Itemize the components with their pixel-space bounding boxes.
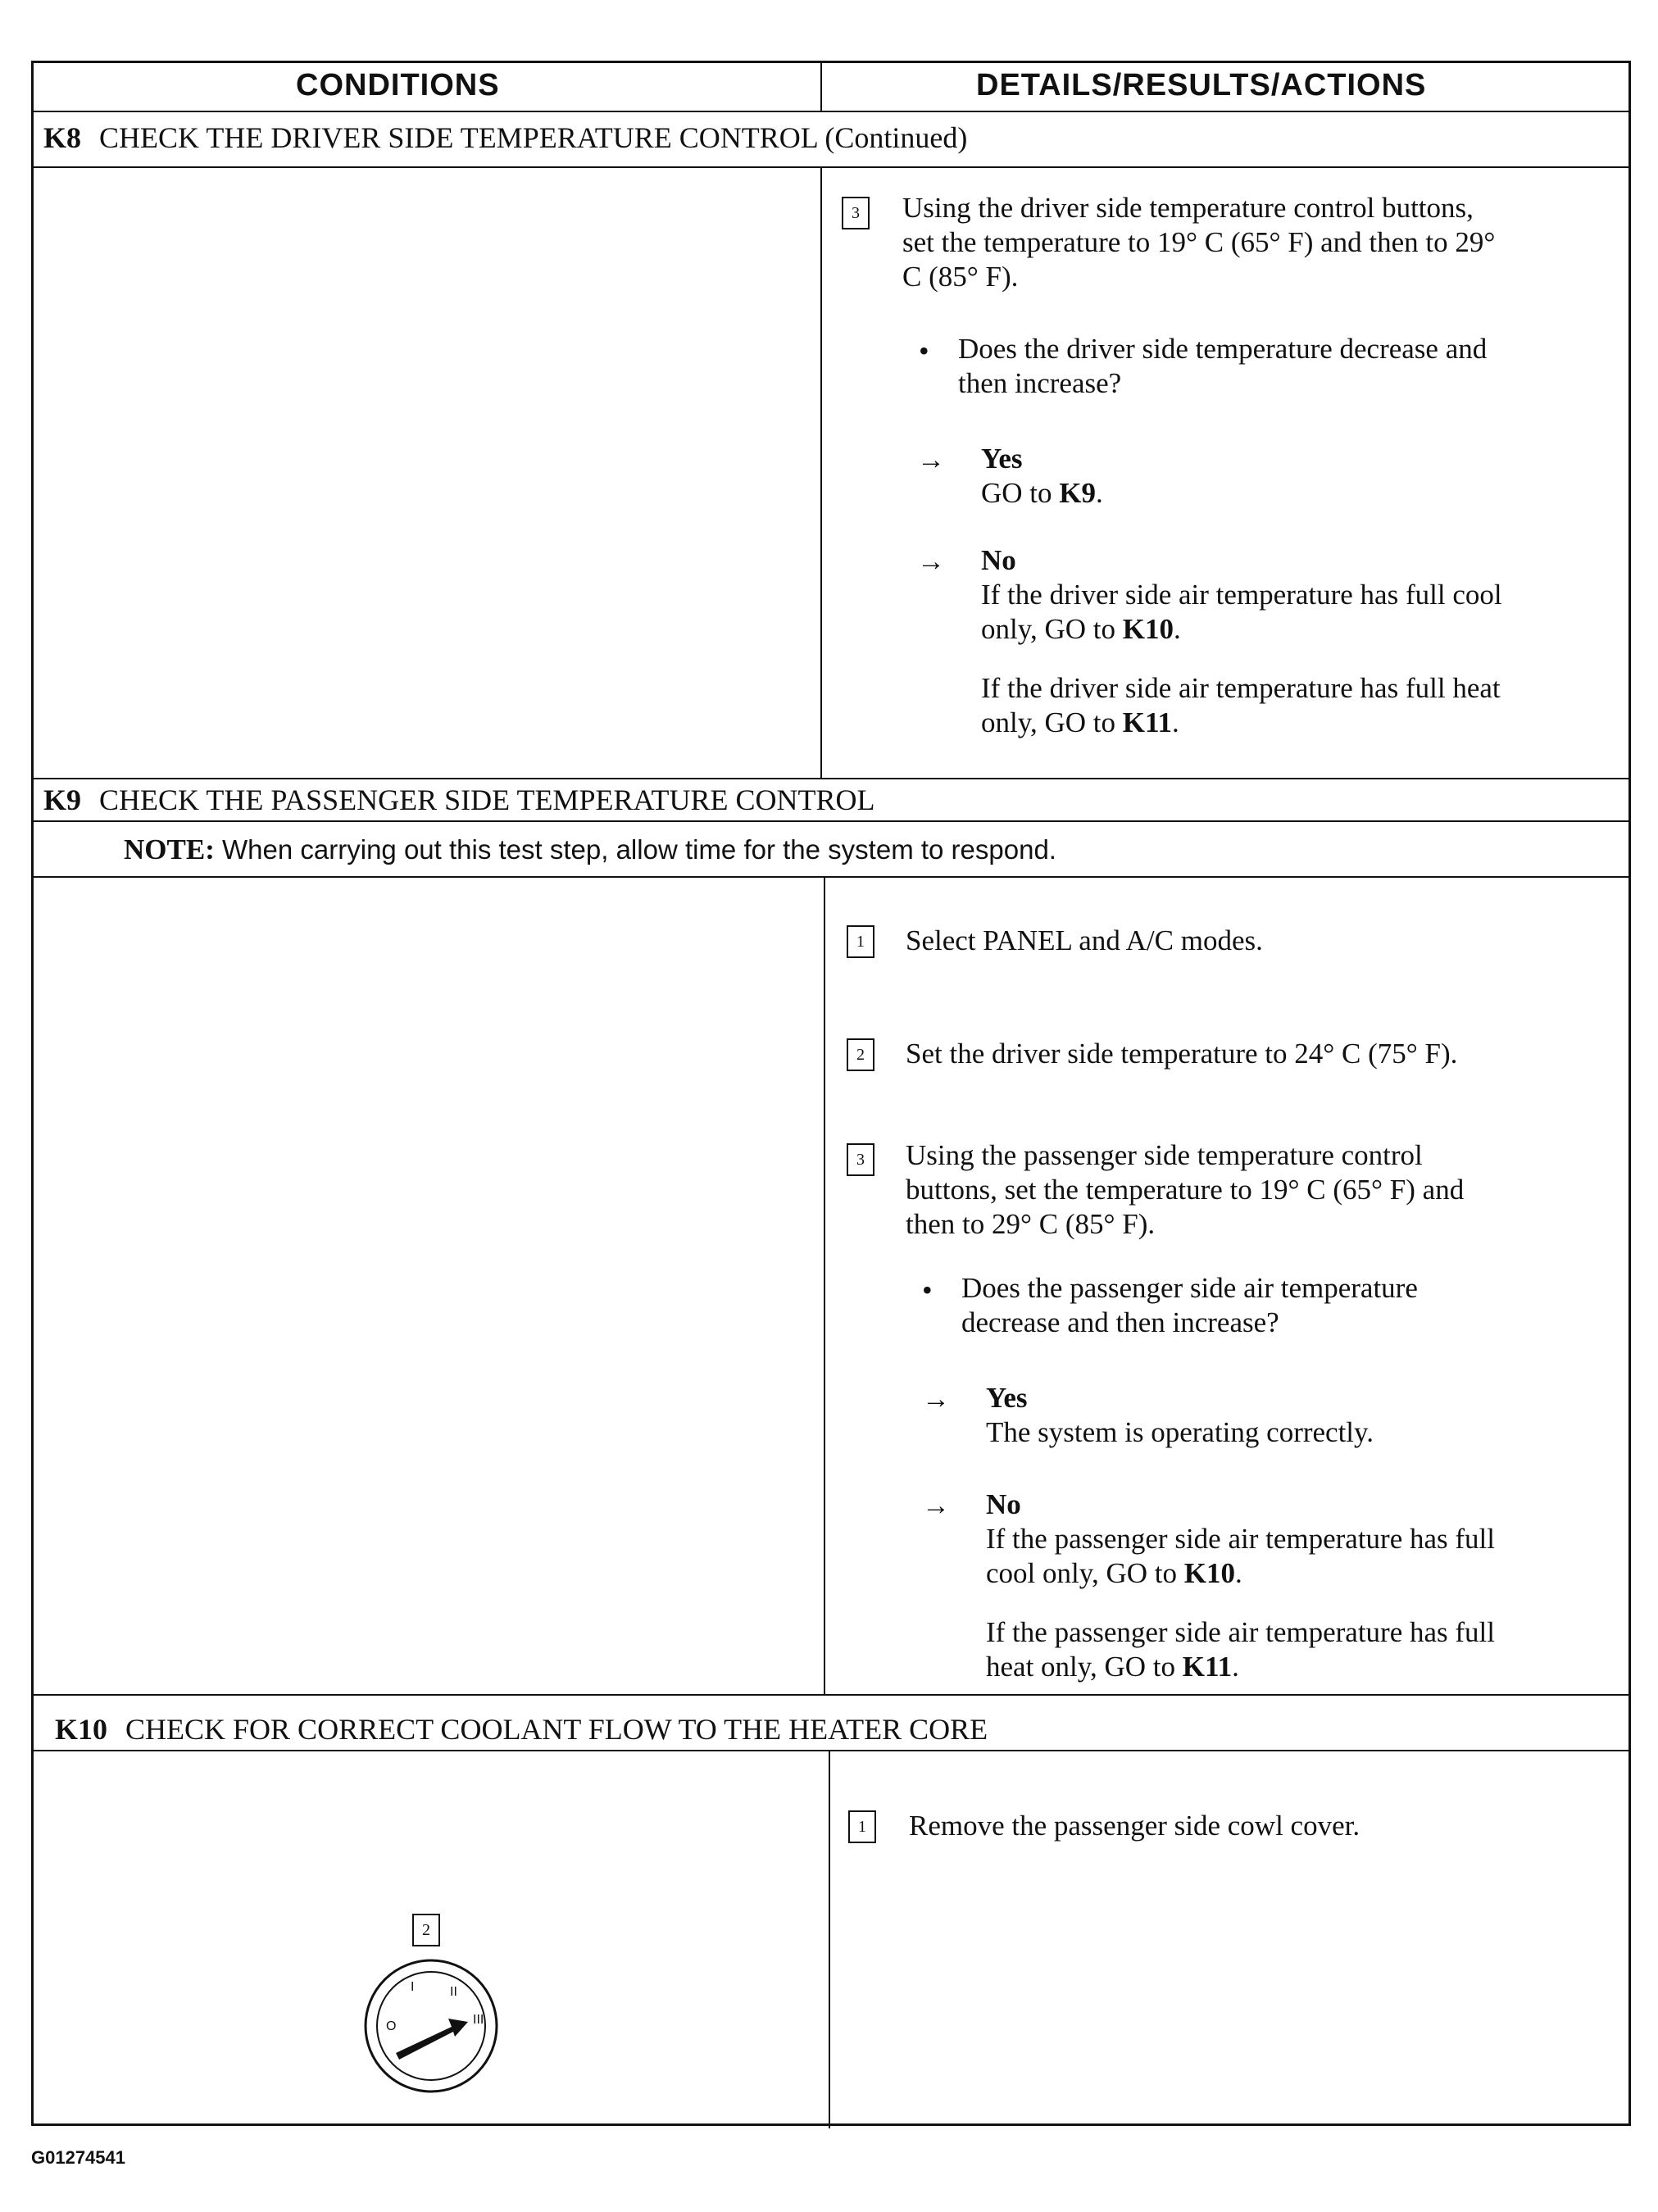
switch-arrow-icon xyxy=(396,2019,468,2060)
k9-note: NOTE: When carrying out this test step, allow time for the system to respond. xyxy=(124,833,1056,865)
details-header: DETAILS/RESULTS/ACTIONS xyxy=(976,68,1427,102)
k8-question: Does the driver side temperature decrease and then increase? xyxy=(958,333,1488,399)
k9-no-arrow-icon: → xyxy=(922,1491,950,1521)
header-rule xyxy=(34,111,1628,112)
conditions-header: CONDITIONS xyxy=(296,68,500,102)
k9-yes: Yes The system is operating correctly. xyxy=(986,1382,1374,1448)
k8-yes: Yes GO to K9. xyxy=(981,443,1103,509)
k9-yes-arrow-icon: → xyxy=(922,1384,950,1415)
k9-step3-text: Using the passenger side temperature control buttons, set the temperature to 19° C (65° F) and then to 29° C (85° F). xyxy=(906,1139,1465,1240)
k8-title xyxy=(43,120,967,155)
k9-no: No If the passenger side air temperature has full cool only, GO to K10. If the passenger side air temperature has full heat only, GO to K11. xyxy=(986,1488,1495,1683)
k10-title-text: CHECK FOR CORRECT COOLANT FLOW TO THE HEATER CORE xyxy=(125,1713,988,1746)
k10-step1-box: 1 xyxy=(848,1810,876,1843)
k10-illustration-step-box: 2 xyxy=(412,1914,440,1946)
k9-step1-box: 1 xyxy=(847,925,874,958)
k10-step1-text: Remove the passenger side cowl cover. xyxy=(909,1810,1360,1842)
k8-title-text: CHECK THE DRIVER SIDE TEMPERATURE CONTROL (Continued) xyxy=(99,121,968,154)
k8-title-rule xyxy=(34,166,1628,168)
diagnostic-table xyxy=(31,61,1631,2126)
k10-title-rule xyxy=(34,1750,1628,1751)
k8-bullet: • xyxy=(919,334,929,367)
k8-no: No If the driver side air temperature has full cool only, GO to K10. If the driver side air temperature has full heat only, GO to K11. xyxy=(981,544,1502,738)
k9-note-rule xyxy=(34,876,1628,878)
k9-divider xyxy=(824,876,825,1694)
k9-title-text: CHECK THE PASSENGER SIDE TEMPERATURE CONTROL xyxy=(99,784,875,816)
switch-mark-1: I xyxy=(411,1980,415,1994)
k9-bullet: • xyxy=(922,1274,933,1306)
figure-code: G01274541 xyxy=(31,2147,125,2168)
switch-mark-2: II xyxy=(450,1985,457,1999)
k9-step2-box: 2 xyxy=(847,1038,874,1071)
k8-end-rule xyxy=(34,778,1628,779)
k10-divider xyxy=(829,1750,830,2128)
k9-code: K9 xyxy=(43,784,82,816)
k9-step2-text: Set the driver side temperature to 24° C (75° F). xyxy=(906,1038,1458,1070)
switch-mark-3: III xyxy=(473,2013,484,2027)
k8-code: K8 xyxy=(43,121,82,154)
k9-title-rule xyxy=(34,820,1628,822)
switch-mark-0: O xyxy=(386,2019,397,2033)
k8-no-arrow-icon: → xyxy=(917,547,945,577)
k9-step3-box: 3 xyxy=(847,1143,874,1176)
k8-divider xyxy=(820,166,822,778)
k8-step3-box: 3 xyxy=(842,197,870,229)
k10-title xyxy=(55,1712,988,1746)
header-divider xyxy=(820,63,822,111)
k9-step1-text: Select PANEL and A/C modes. xyxy=(906,924,1263,956)
k9-question: Does the passenger side air temperature decrease and then increase? xyxy=(961,1272,1418,1338)
k9-end-rule xyxy=(34,1694,1628,1696)
ignition-switch-icon xyxy=(361,1956,501,2096)
k8-yes-arrow-icon: → xyxy=(917,445,945,475)
k10-code: K10 xyxy=(55,1713,108,1746)
k8-step3-text: Using the driver side temperature control buttons, set the temperature to 19° C (65° F) and then to 29° C (85° F). xyxy=(902,192,1496,293)
k9-title xyxy=(43,783,874,817)
